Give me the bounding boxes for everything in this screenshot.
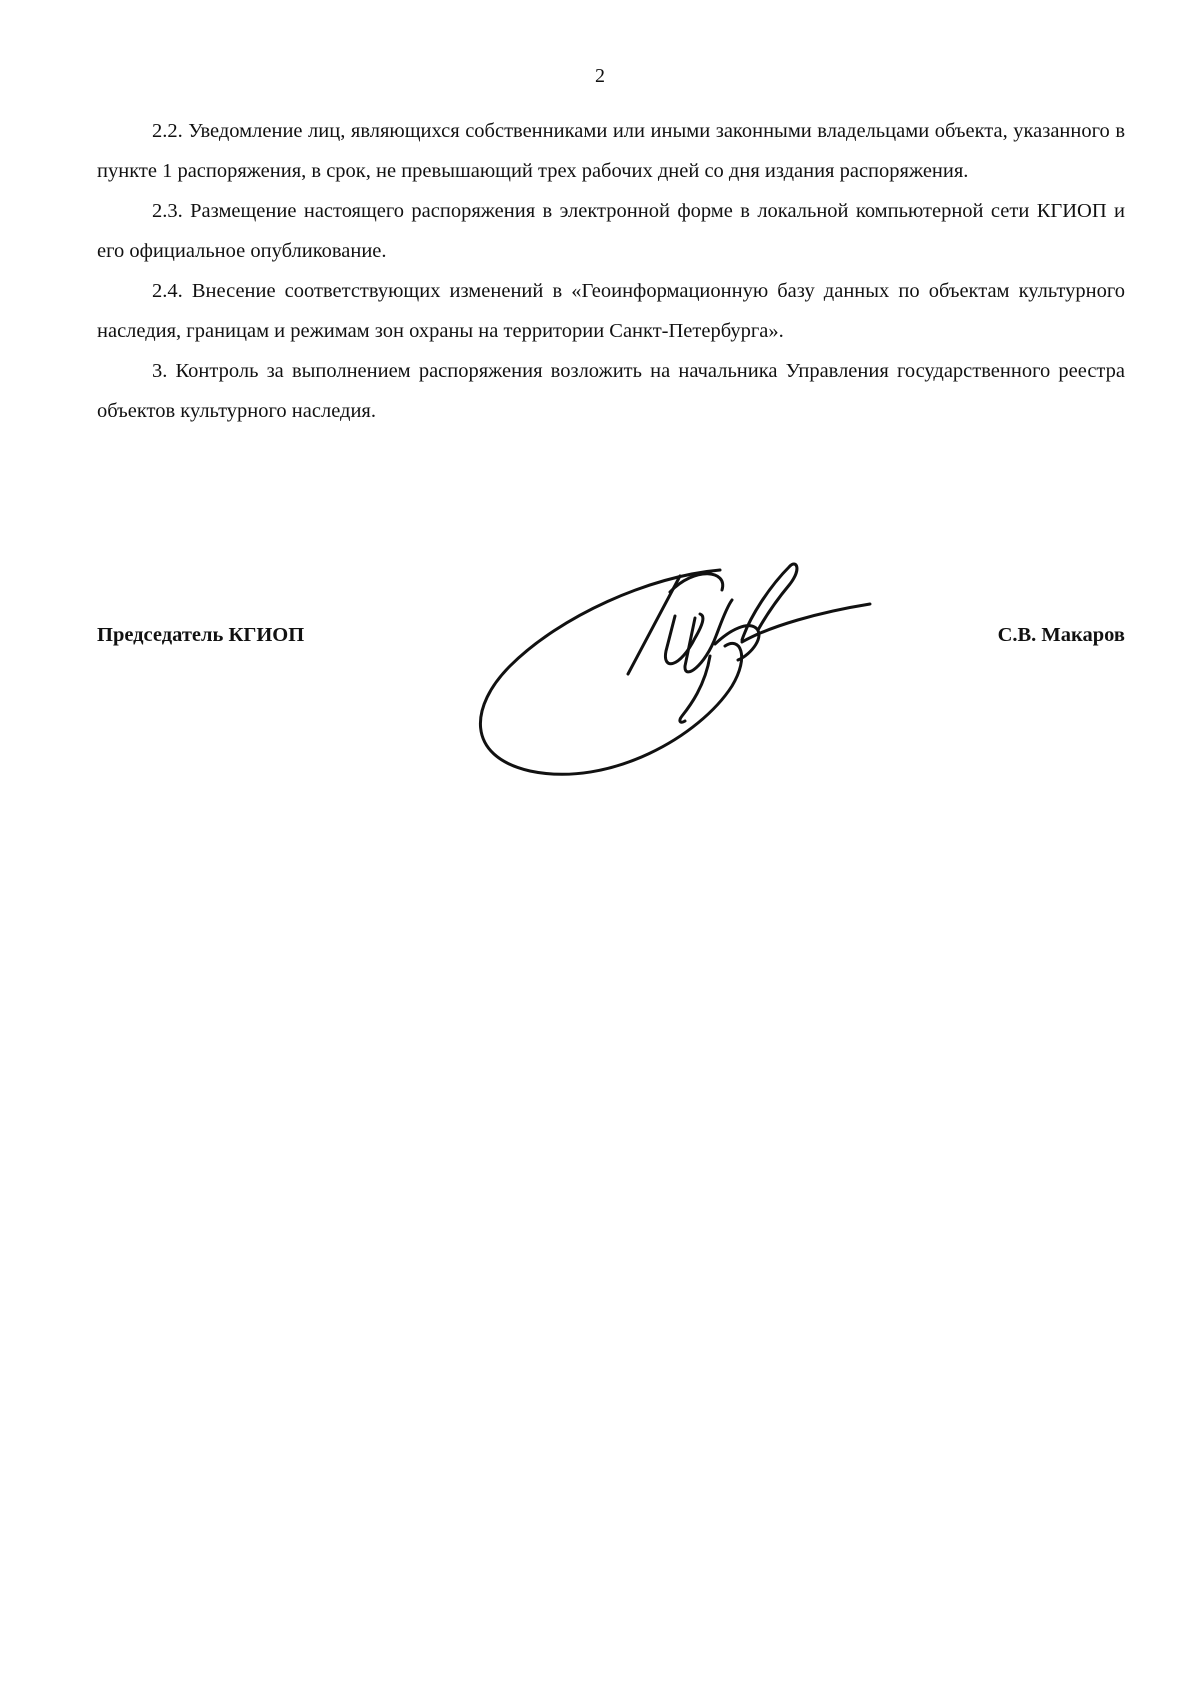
signatory-name: С.В. Макаров (997, 624, 1125, 646)
signature-block (97, 620, 1125, 660)
document-body (97, 111, 1125, 431)
signatory-title: Председатель КГИОП (97, 624, 305, 646)
paragraph-3: 3. Контроль за выполнением распоряжения возложить на начальника Управления государственного реестра объектов культурного наследия. (97, 360, 1125, 422)
page-number: 2 (595, 65, 605, 87)
paragraph-2-2: 2.2. Уведомление лиц, являющихся собственниками или иными законными владельцами объекта, указанного в пункте 1 распоряжения, в срок, не превышающий трех рабочих дней со дня издания распоряжения. (97, 120, 1125, 182)
paragraph-2-4: 2.4. Внесение соответствующих изменений в «Геоинформационную базу данных по объектам культурного наследия, границам и режимам зон охраны на территории Санкт-Петербурга». (97, 280, 1125, 342)
handwritten-signature (470, 556, 940, 786)
paragraph-2-3: 2.3. Размещение настоящего распоряжения в электронной форме в локальной компьютерной сети КГИОП и его официальное опубликование. (97, 200, 1125, 262)
